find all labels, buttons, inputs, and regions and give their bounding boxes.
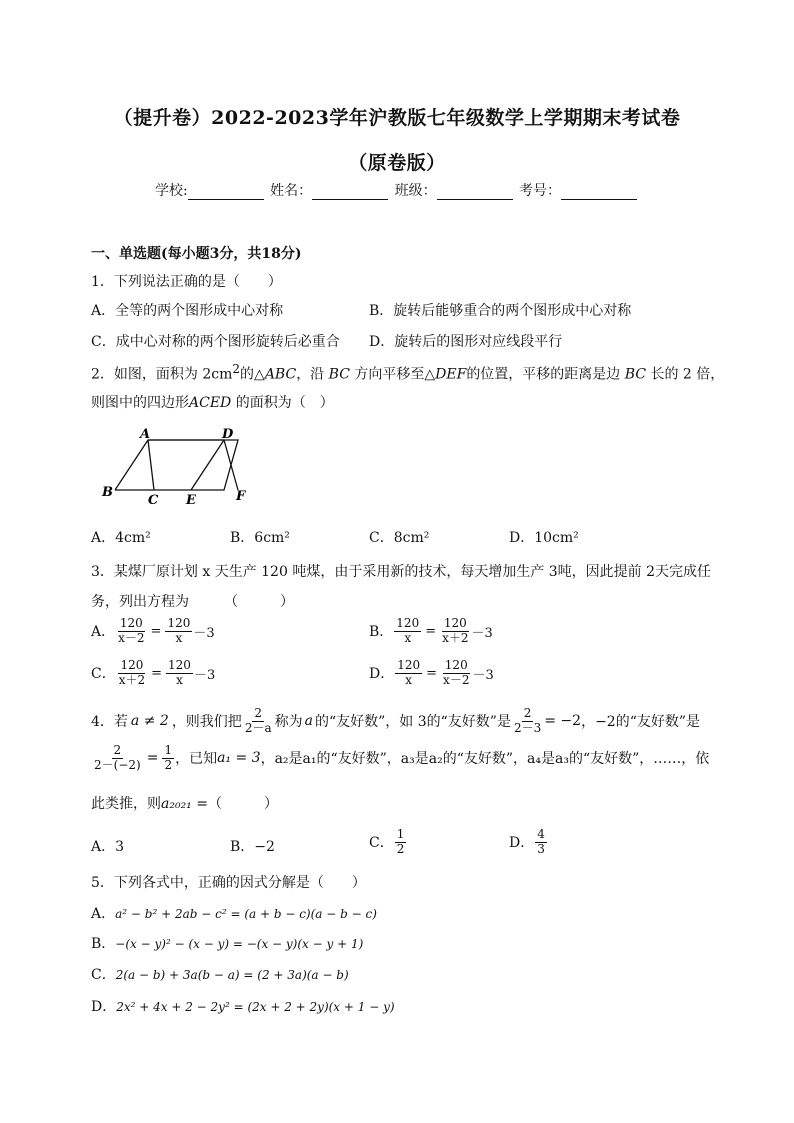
q2-stem-line1: 2．如图，面积为 $2cm^2$的△ABC，沿 BC 方向平移至△DEF的位置，平移的距离是边 BC 长的 2 倍，	[91, 362, 725, 383]
q1-option-d: D．旋转后的图形对应线段平行	[369, 334, 563, 350]
name-label: 姓名：	[270, 183, 313, 199]
q3-option-c: C． $\frac{120}{x+2}$ = $\frac{120}{x}$ －3	[91, 658, 216, 687]
q1-option-b: B．旋转后能够重合的两个图形成中心对称	[369, 303, 632, 319]
q3-stem-line1: 3．某煤厂原计划 x 天生产 120 吨煤，由于采用新的技术，每天增加生产 3吨，因此提前 2天完成任	[91, 564, 712, 580]
q2-parallelogram-figure	[96, 428, 256, 506]
q3-option-d: D． $\frac{120}{x}$ = $\frac{120}{x-2}$ －3	[369, 658, 494, 687]
page-subtitle: （原卷版）	[348, 152, 446, 174]
q2-stem-line2: 则图中的四边形ACED 的面积为（ ）	[91, 395, 334, 411]
class-label: 班级：	[394, 183, 437, 199]
q5-stem: 5．下列各式中，正确的因式分解是（ ）	[91, 875, 366, 891]
q4-option-c: C． $\frac{1}{2}$	[369, 827, 405, 856]
q5-option-c: C．2(a − b) + 3a(b − a) = (2 + 3a)(a − b)	[91, 967, 349, 983]
exam-no-blank[interactable]	[561, 185, 637, 200]
q5-option-d: D．2x² + 4x + 2 − 2y² = (2x + 2 + 2y)(x + 1 − y)	[91, 999, 395, 1015]
class-blank[interactable]	[437, 185, 513, 200]
name-blank[interactable]	[312, 185, 388, 200]
fig-label-d: D	[222, 428, 234, 442]
q4-stem-line1: 4．若 a ≠ 2 ，则我们把 $\frac{2}{2-a}$ 称为 a 的“友好数”，如 3的“友好数”是 $\frac{2}{2-3}$ = −2 ，−2的“友好数”是	[91, 706, 701, 735]
exam-no-label: 考号：	[519, 183, 562, 199]
fig-label-f: F	[236, 489, 246, 504]
school-blank[interactable]	[188, 185, 264, 200]
q3-option-a: A． $\frac{120}{x-2}$ = $\frac{120}{x}$ －3	[91, 616, 215, 645]
q2-option-b: B．6cm²	[230, 530, 290, 546]
q4-stem-line3: 此类推，则a₂₀₂₁ =（ ）	[91, 796, 278, 812]
school-label: 学校:	[154, 183, 188, 199]
q2-option-a: A．4cm²	[91, 530, 151, 546]
student-info-row	[0, 180, 794, 200]
page-title: （提升卷）2022-2023学年沪教版七年级数学上学期期末考试卷	[113, 107, 681, 129]
fig-label-c: C	[148, 493, 159, 506]
q4-option-b: B．−2	[230, 839, 275, 855]
q4-option-d: D． $\frac{4}{3}$	[509, 827, 545, 856]
q1-option-c: C．成中心对称的两个图形旋转后必重合	[91, 334, 340, 350]
q5-option-b: B．−(x − y)² − (x − y) = −(x − y)(x − y + 1)	[91, 936, 364, 952]
fig-label-e: E	[186, 493, 196, 506]
q4-stem-line2: $\frac{2}{2-(-2)}$ = $\frac{1}{2}$ ，已知 a₁ = 3 ，a₂是a₁的“友好数”，a₃是a₂的“友好数”，a₄是a₃的“友好数”，……，依	[94, 743, 710, 772]
section-heading: 一、单选题(每小题3分，共18分)	[91, 246, 302, 262]
q2-option-c: C．8cm²	[369, 530, 430, 546]
q3-option-b: B． $\frac{120}{x}$ = $\frac{120}{x+2}$ －3	[369, 616, 493, 645]
q5-option-a: A．a² − b² + 2ab − c² = (a + b − c)(a − b − c)	[91, 906, 377, 922]
fig-label-a: A	[140, 428, 151, 442]
fig-label-b: B	[102, 485, 113, 500]
q1-stem: 1．下列说法正确的是（ ）	[91, 274, 282, 290]
q2-option-d: D．10cm²	[509, 530, 579, 546]
q3-stem-line2: 务，列出方程为 （ ）	[91, 594, 294, 610]
q1-option-a: A．全等的两个图形成中心对称	[91, 303, 284, 319]
q4-option-a: A．3	[91, 839, 125, 855]
